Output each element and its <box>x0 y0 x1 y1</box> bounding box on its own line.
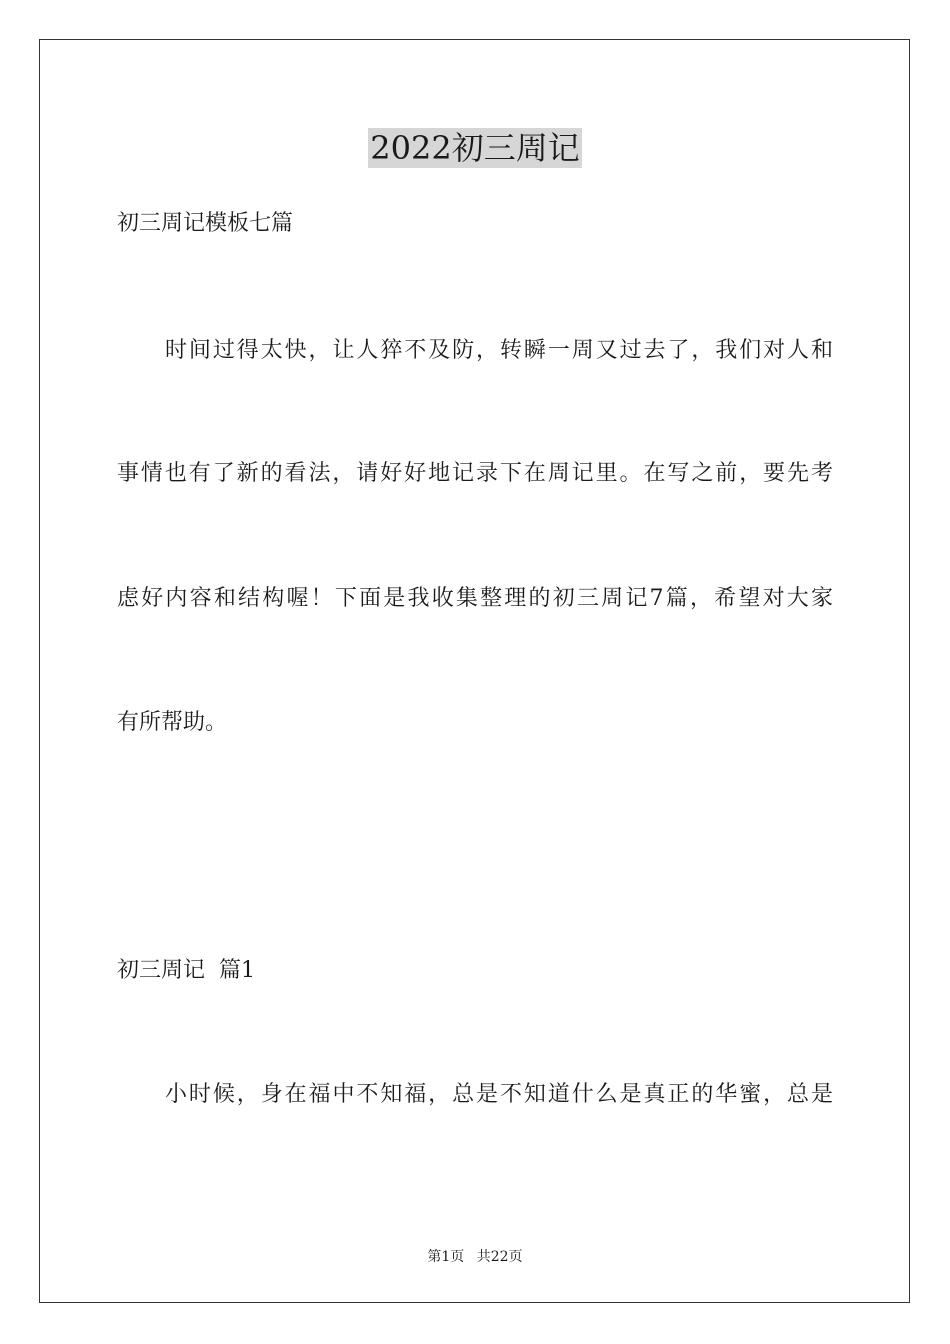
intro-line-4: 有所帮助。 <box>117 710 228 735</box>
section-heading: 初三周记 篇1 <box>117 958 255 983</box>
intro-line-2: 事情也有了新的看法，请好好地记录下在周记里。在写之前，要先考 <box>117 461 833 486</box>
document-subtitle: 初三周记模板七篇 <box>117 211 294 236</box>
title-container <box>0 128 950 168</box>
page-number: 第1页 <box>427 1249 465 1265</box>
intro-line-1: 时间过得太快，让人猝不及防，转瞬一周又过去了，我们对人和 <box>165 338 833 363</box>
section-line-1: 小时候，身在福中不知福，总是不知道什么是真正的华蜜，总是 <box>165 1082 833 1107</box>
document-title: 2022初三周记 <box>370 129 580 167</box>
page-footer <box>0 1248 950 1266</box>
page-total: 共22页 <box>476 1249 523 1265</box>
intro-line-3: 虑好内容和结构喔！下面是我收集整理的初三周记7篇，希望对大家 <box>117 586 833 611</box>
